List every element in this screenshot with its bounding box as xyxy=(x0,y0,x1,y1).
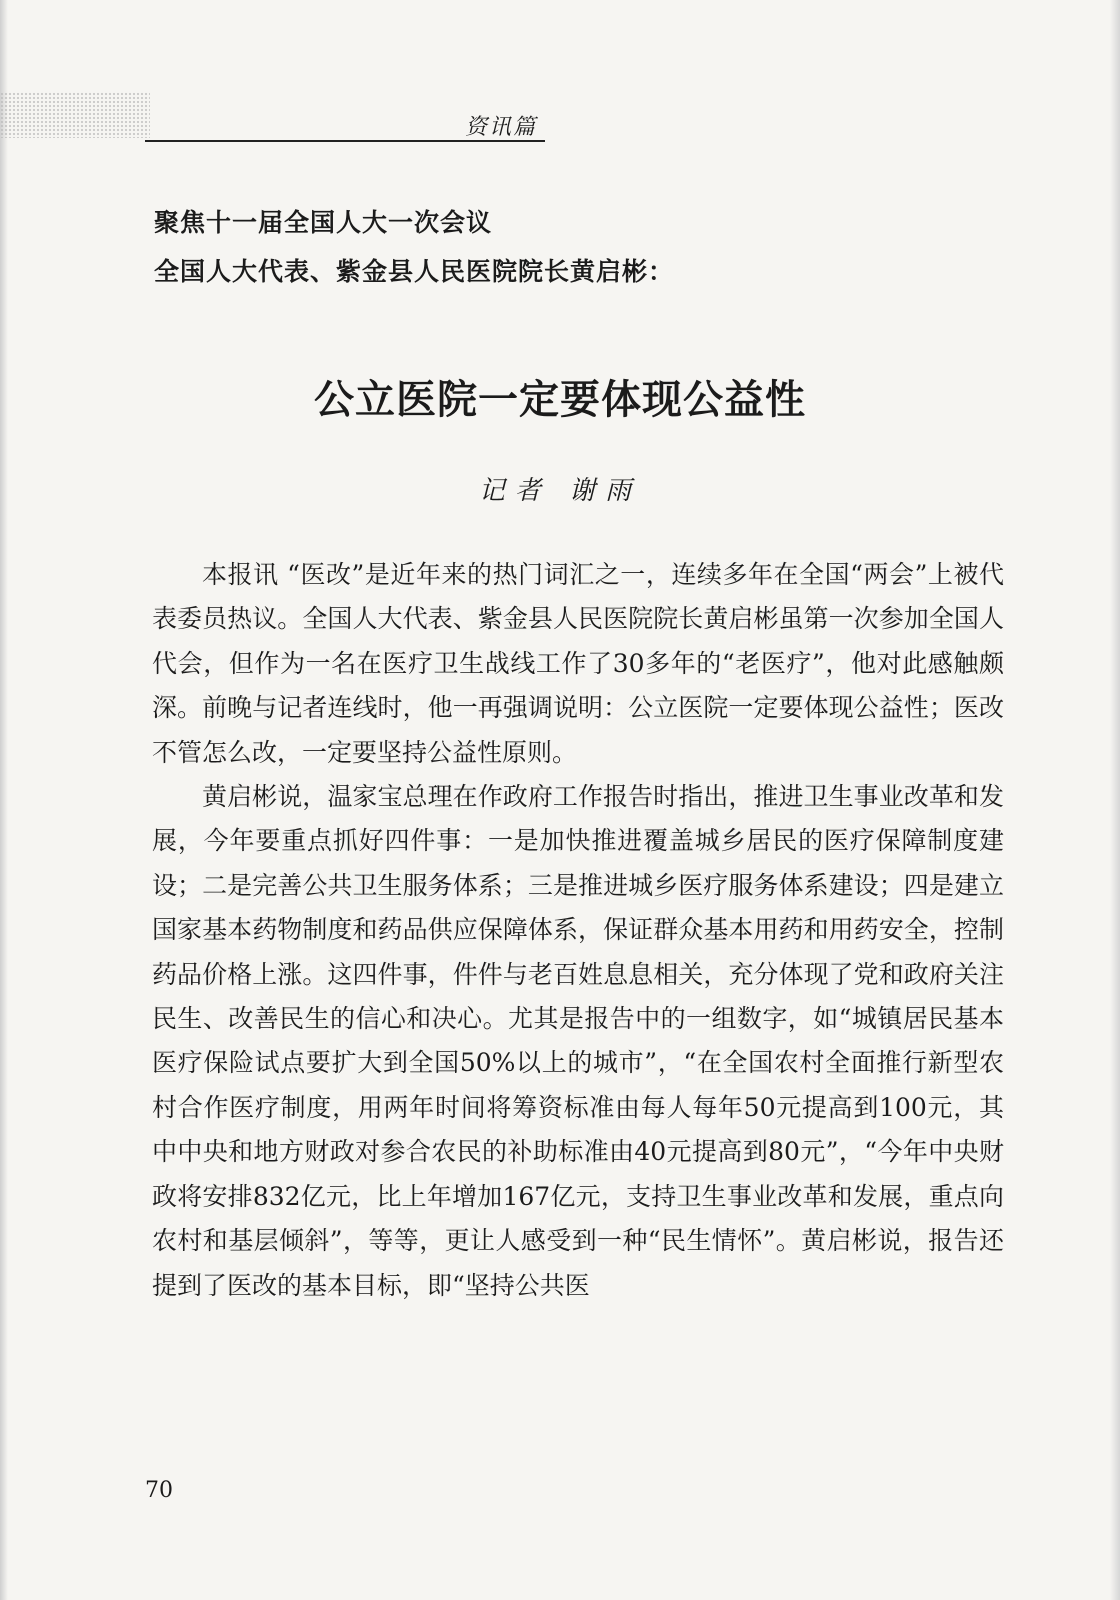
paragraph-1: 本报讯 “医改”是近年来的热门词汇之一，连续多年在全国“两会”上被代表委员热议。全国人大代表、紫金县人民医院院长黄启彬虽第一次参加全国人代会，但作为一名在医疗卫生战线工作了30多年的“老医疗”，他对此感触颇深。前晚与记者连线时，他一再强调说明：公立医院一定要体现公益性；医改不管怎么改，一定要坚持公益性原则。 xyxy=(152,560,1004,767)
scan-edge-left xyxy=(0,0,8,1600)
page-number: 70 xyxy=(145,1478,173,1503)
paragraph-2: 黄启彬说，温家宝总理在作政府工作报告时指出，推进卫生事业改革和发展，今年要重点抓好四件事：一是加快推进覆盖城乡居民的医疗保障制度建设；二是完善公共卫生服务体系；三是推进城乡医疗服务体系建设；四是建立国家基本药物制度和药品供应保障体系，保证群众基本用药和用药安全，控制药品价格上涨。这四件事，件件与老百姓息息相关，充分体现了党和政府关注民生、改善民生的信心和决心。尤其是报告中的一组数字，如“城镇居民基本医疗保险试点要扩大到全国50%以上的城市”，“在全国农村全面推行新型农村合作医疗制度，用两年时间将筹资标准由每人每年50元提高到100元，其中中央和地方财政对参合农民的补助标准由40元提高到80元”，“今年中央财政将安排832亿元，比上年增加167亿元，支持卫生事业改革和发展，重点向农村和基层倾斜”，等等，更让人感受到一种“民生情怀”。黄启彬说，报告还提到了医改的基本目标，即“坚持公共医 xyxy=(152,782,1004,1300)
article-headline: 公立医院一定要体现公益性 xyxy=(314,376,806,423)
scan-edge-right xyxy=(1110,0,1120,1600)
running-head xyxy=(145,108,545,142)
scan-speckle xyxy=(0,92,150,138)
byline: 记者 谢雨 xyxy=(478,476,642,506)
article-body xyxy=(152,553,1004,1308)
kicker-line-2: 全国人大代表、紫金县人民医院院长黄启彬： xyxy=(154,257,675,286)
section-label: 资讯篇 xyxy=(464,115,537,140)
kicker-line-1: 聚焦十一届全国人大一次会议 xyxy=(154,208,493,237)
